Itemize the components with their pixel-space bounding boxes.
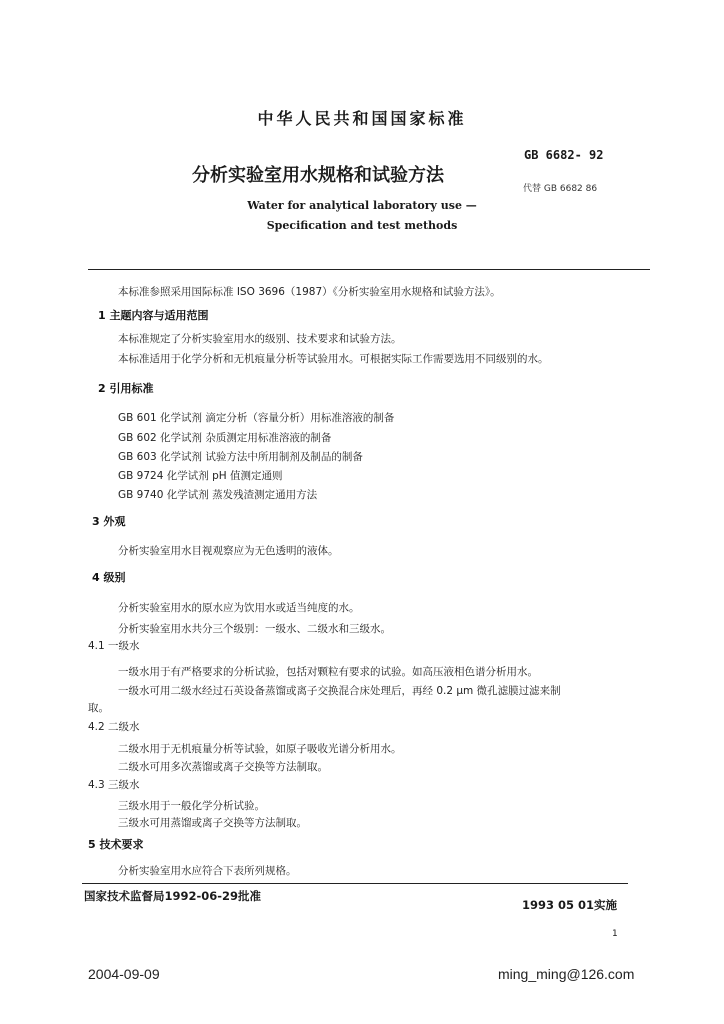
- section-3-heading: 3 外观: [92, 515, 126, 528]
- reference-item: GB 9740 化学试剂 蒸发残渣测定通用方法: [118, 489, 318, 501]
- section-4-1-paragraph-1: 一级水用于有严格要求的分析试验，包括对颗粒有要求的试验。如高压液相色谱分析用水。: [118, 666, 538, 678]
- reference-item: GB 603 化学试剂 试验方法中所用制剂及制品的制备: [118, 451, 363, 463]
- section-4-paragraph-1: 分析实验室用水的原水应为饮用水或适当纯度的水。: [118, 602, 360, 614]
- section-4-3-paragraph-2: 三级水可用蒸馏或离子交换等方法制取。: [118, 817, 307, 829]
- effective-date: 1993 05 01实施: [522, 898, 618, 912]
- section-4-2-paragraph-2: 二级水可用多次蒸馏或离子交换等方法制取。: [118, 761, 328, 773]
- reference-item: GB 602 化学试剂 杂质测定用标准溶液的制备: [118, 432, 332, 444]
- reference-item: GB 9724 化学试剂 pH 值测定通则: [118, 470, 283, 482]
- section-4-heading: 4 级别: [92, 571, 126, 584]
- document-title-en-line2: Specification and test methods: [266, 219, 458, 232]
- section-3-paragraph: 分析实验室用水目视观察应为无色透明的液体。: [118, 545, 339, 557]
- section-4-1-paragraph-2: 一级水可用二级水经过石英设备蒸馏或离子交换混合床处理后，再经 0.2 μm 微孔滤膜过滤来制: [118, 685, 561, 697]
- page-number: 1: [612, 929, 618, 939]
- section-1-paragraph-1: 本标准规定了分析实验室用水的级别、技术要求和试验方法。: [118, 333, 402, 345]
- national-standard-heading: 中华人民共和国国家标准: [257, 109, 467, 128]
- section-4-paragraph-2: 分析实验室用水共分三个级别：一级水、二级水和三级水。: [118, 623, 391, 635]
- section-4-3-heading: 4.3 三级水: [88, 779, 140, 791]
- section-5-paragraph: 分析实验室用水应符合下表所列规格。: [118, 865, 297, 877]
- approval-note: 国家技术监督局1992-06-29批准: [84, 889, 262, 903]
- replaces-note: 代替 GB 6682 86: [523, 184, 598, 194]
- section-4-2-paragraph-1: 二级水用于无机痕量分析等试验，如原子吸收光谱分析用水。: [118, 743, 402, 755]
- section-4-3-paragraph-1: 三级水用于一般化学分析试验。: [118, 800, 265, 812]
- standard-code: GB 6682- 92: [524, 148, 604, 162]
- header-rule: [88, 269, 650, 270]
- section-4-1-paragraph-2-continued: 取。: [88, 702, 109, 714]
- document-title-cn: 分析实验室用水规格和试验方法: [192, 165, 444, 186]
- section-4-1-heading: 4.1 一级水: [88, 640, 140, 652]
- scan-date: 2004-09-09: [88, 966, 160, 982]
- section-1-heading: 1 主题内容与适用范围: [98, 309, 209, 322]
- intro-paragraph: 本标准参照采用国际标准 ISO 3696（1987）《分析实验室用水规格和试验方法》。: [118, 286, 501, 298]
- reference-item: GB 601 化学试剂 滴定分析（容量分析）用标准溶液的制备: [118, 412, 395, 424]
- document-title-en-line1: Water for analytical laboratory use —: [247, 199, 477, 212]
- section-2-heading: 2 引用标准: [98, 382, 154, 395]
- footer-rule: [82, 883, 628, 884]
- section-4-2-heading: 4.2 二级水: [88, 721, 140, 733]
- section-1-paragraph-2: 本标准适用于化学分析和无机痕量分析等试验用水。可根据实际工作需要选用不同级别的水。: [118, 353, 549, 365]
- section-5-heading: 5 技术要求: [88, 838, 144, 851]
- contact-email: ming_ming@126.com: [498, 966, 635, 982]
